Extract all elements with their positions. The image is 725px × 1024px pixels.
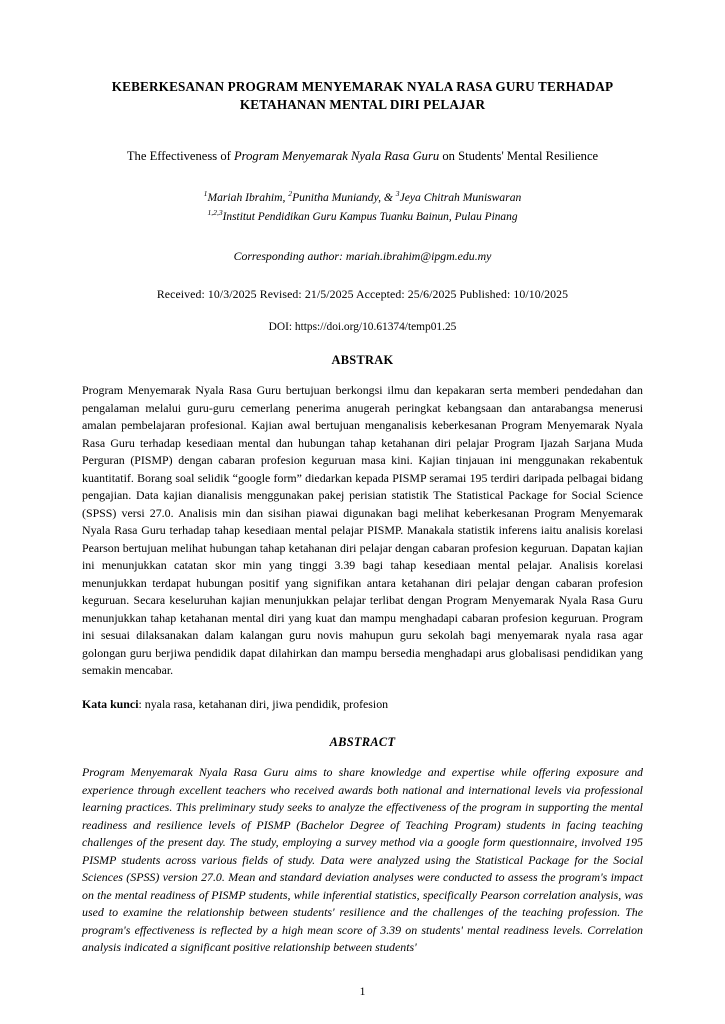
doi-line: DOI: https://doi.org/10.61374/temp01.25 (268, 321, 457, 334)
publication-dates: Received: 10/3/2025 Revised: 21/5/2025 Accepted: 25/6/2025 Published: 10/10/2025 (156, 287, 569, 302)
keywords-label: Kata kunci (82, 696, 139, 711)
corresponding-author: Corresponding author: mariah.ibrahim@ipgm.edu.my (233, 249, 492, 264)
page-title: KEBERKESANAN PROGRAM MENYEMARAK NYALA RASA GURU TERHADAP KETAHANAN MENTAL DIRI PELAJAR (111, 79, 614, 113)
author-mark-2: 2 (288, 189, 293, 199)
subtitle-program-name: Program Menyemarak Nyala Rasa Guru (233, 149, 440, 164)
english-subtitle (82, 148, 643, 166)
keywords-value: : nyala rasa, ketahanan diri, jiwa pendidik, profesion (138, 696, 389, 711)
abstract-body: Program Menyemarak Nyala Rasa Guru aims to share knowledge and expertise while offering exposure and experience through excellent teachers who received awards both national and international levels via professional learning practices. This preliminary study seeks to analyze the effectiveness of the program in supporting the mental readiness and resilience levels of PISMP (Bachelor Degree of Teaching Program) students in facing teaching challenges of the present day. The study, employing a survey method via a google form questionnaire, involved 195 PISMP students across various fields of study. Data were analyzed using the Statistical Package for the Social Sciences (SPSS) version 27.0. Mean and standard deviation analyses were conducted to assess the program's impact on the mental readiness of PISMP students, while inferential statistics, specifically Pearson correlation analysis, was used to examine the relationship between students' resilience and the challenges of the teaching profession. The program's effectiveness is reflected by a high mean score of 3.39 on students' mental readiness levels. Correlation analysis indicated a significant positive relationship between students' (82, 765, 643, 955)
keywords-line (82, 696, 643, 713)
affiliation-text: Institut Pendidikan Guru Kampus Tuanku Bainun, Pulau Pinang (222, 210, 518, 223)
abstrak-heading: ABSTRAK (331, 353, 394, 368)
abstrak-body: Program Menyemarak Nyala Rasa Guru bertujuan berkongsi ilmu dan kepakaran serta memberi pendedahan dan pengalaman melalui guru-guru cemerlang penerima anugerah peringkat kebangsaan dan antarabangsa menerusi amalan pembelajaran profesional. Kajian awal bertujuan menganalisis keberkesanan Program Menyemarak Nyala Rasa Guru terhadap kesediaan mental dan hubungan tahap ketahanan diri pelajar Program Ijazah Sarjana Muda Perguran (PISMP) dengan cabaran profesion keguruan masa kini. Kajian tinjauan ini menggunakan rekabentuk kuantitatif. Borang soal selidik “google form” diedarkan kepada PISMP seramai 195 terdiri daripada pelbagai bidang pengajian. Data kajian dianalisis menggunakan pakej perisian statistik The Statistical Package for Social Science (SPSS) versi 27.0. Analisis min dan sisihan piawai digunakan bagi melihat keberkesanan Program Menyemarak Nyala Rasa Guru terhadap tahap kesediaan mental pelajar PISMP. Manakala statistik inferens iaitu analisis korelasi Pearson bertujuan melihat hubungan tahap ketahanan diri pelajar dengan cabaran profesion keguruan. Dapatan kajian ini menunjukkan catatan skor min yang tinggi 3.39 bagi tahap kesediaan mental pelajar. Analisis korelasi menunjukkan terdapat hubungan positif yang signifikan antara ketahanan diri pelajar dengan cabaran profesion keguruan. Secara keseluruhan kajian menunjukkan pelajar terlibat dengan Program Menyemarak Nyala Rasa Guru menunjukkan tahap ketahanan mental diri yang kuat dan mampu menghadapi cabaran profesion keguruan. Program ini sesuai dilaksanakan dalam kalangan guru novis mahupun guru sekolah bagi menyemarak nyala rasa agar golongan guru berjiwa pendidik dapat dilahirkan dan mampu bersedia menghadapi arus globalisasi pendidikan yang semakin mencabar. (82, 383, 643, 678)
author-list: $^1$Mariah Ibrahim, $^2$Punitha Muniandy, & $^3$Jeya Chitrah Muniswaran (203, 189, 522, 205)
subtitle-suffix: on Students' Mental Resilience (439, 149, 599, 164)
affiliation-mark: 1,2,3 (207, 208, 223, 218)
subtitle-prefix: The Effectiveness of (126, 149, 234, 164)
abstract-heading: ABSTRACT (329, 735, 396, 750)
page-number: 1 (359, 985, 366, 998)
author-mark-1: 1 (203, 189, 208, 199)
affiliation (82, 209, 643, 226)
author-mark-3: 3 (395, 189, 400, 199)
